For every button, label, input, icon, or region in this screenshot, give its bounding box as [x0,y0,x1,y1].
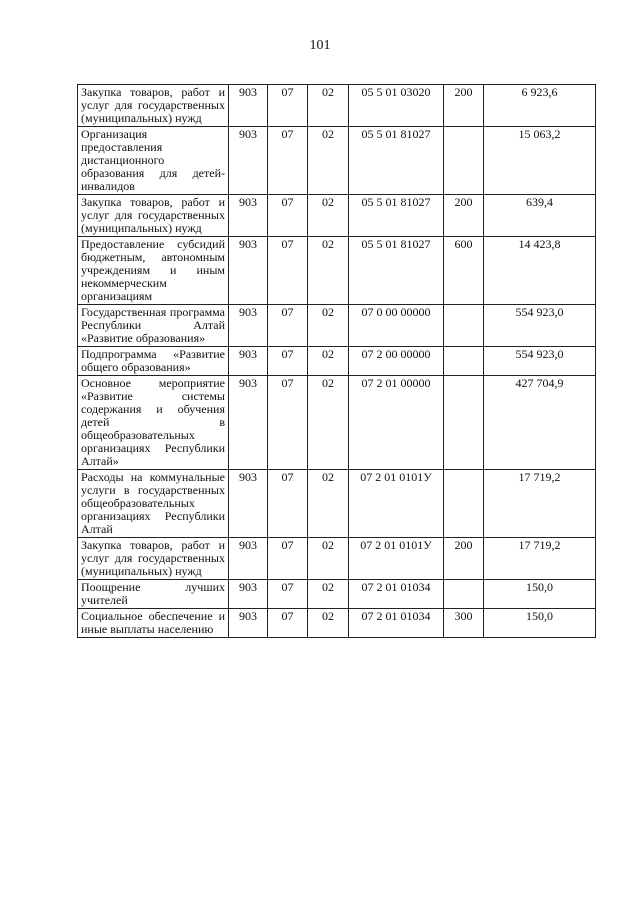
amount-cell: 17 719,2 [484,538,596,580]
subsection-code-cell: 02 [308,376,349,470]
target-article-cell: 07 2 00 00000 [349,347,444,376]
amount-cell: 6 923,6 [484,85,596,127]
table-row [78,609,596,638]
table-row [78,127,596,195]
item-name-cell: Расходы на коммунальные услуги в государственных общеобразовательных организациях Республики Алтай [78,470,229,538]
target-article-cell: 07 2 01 0101У [349,538,444,580]
expense-type-cell [444,305,484,347]
item-name-cell: Организация предоставления дистанционного образования для детей-инвалидов [78,127,229,195]
target-article-cell: 05 5 01 81027 [349,195,444,237]
admin-code-cell: 903 [229,376,268,470]
section-code-cell: 07 [268,85,308,127]
item-name-cell: Закупка товаров, работ и услуг для государственных (муниципальных) нужд [78,195,229,237]
table-row [78,195,596,237]
expense-type-cell: 200 [444,85,484,127]
expense-type-cell [444,470,484,538]
admin-code-cell: 903 [229,580,268,609]
expense-type-cell: 200 [444,195,484,237]
budget-table [77,84,596,638]
subsection-code-cell: 02 [308,237,349,305]
target-article-cell: 07 2 01 01034 [349,609,444,638]
admin-code-cell: 903 [229,609,268,638]
subsection-code-cell: 02 [308,305,349,347]
section-code-cell: 07 [268,305,308,347]
admin-code-cell: 903 [229,470,268,538]
table-row [78,347,596,376]
item-name-cell: Государственная программа Республики Алтай «Развитие образования» [78,305,229,347]
admin-code-cell: 903 [229,305,268,347]
target-article-cell: 07 2 01 0101У [349,470,444,538]
table-body [78,85,596,638]
target-article-cell: 07 2 01 01034 [349,580,444,609]
amount-cell: 15 063,2 [484,127,596,195]
admin-code-cell: 903 [229,85,268,127]
item-name-cell: Закупка товаров, работ и услуг для государственных (муниципальных) нужд [78,538,229,580]
item-name-cell: Основное мероприятие «Развитие системы содержания и обучения детей в общеобразовательных организациях Республики Алтай» [78,376,229,470]
subsection-code-cell: 02 [308,347,349,376]
subsection-code-cell: 02 [308,580,349,609]
subsection-code-cell: 02 [308,85,349,127]
amount-cell: 17 719,2 [484,470,596,538]
section-code-cell: 07 [268,538,308,580]
admin-code-cell: 903 [229,195,268,237]
section-code-cell: 07 [268,347,308,376]
target-article-cell: 05 5 01 81027 [349,237,444,305]
table-row [78,305,596,347]
amount-cell: 427 704,9 [484,376,596,470]
amount-cell: 150,0 [484,580,596,609]
table-row [78,538,596,580]
target-article-cell: 07 2 01 00000 [349,376,444,470]
amount-cell: 554 923,0 [484,305,596,347]
expense-type-cell: 600 [444,237,484,305]
table-row [78,376,596,470]
subsection-code-cell: 02 [308,609,349,638]
expense-type-cell [444,580,484,609]
section-code-cell: 07 [268,376,308,470]
table-row [78,580,596,609]
subsection-code-cell: 02 [308,195,349,237]
expense-type-cell: 300 [444,609,484,638]
item-name-cell: Предоставление субсидий бюджетным, автономным учреждениям и иным некоммерческим организациям [78,237,229,305]
amount-cell: 639,4 [484,195,596,237]
section-code-cell: 07 [268,237,308,305]
expense-type-cell [444,127,484,195]
item-name-cell: Социальное обеспечение и иные выплаты населению [78,609,229,638]
target-article-cell: 05 5 01 81027 [349,127,444,195]
section-code-cell: 07 [268,609,308,638]
admin-code-cell: 903 [229,127,268,195]
amount-cell: 554 923,0 [484,347,596,376]
expense-type-cell [444,376,484,470]
admin-code-cell: 903 [229,237,268,305]
section-code-cell: 07 [268,127,308,195]
item-name-cell: Поощрение лучших учителей [78,580,229,609]
target-article-cell: 07 0 00 00000 [349,305,444,347]
admin-code-cell: 903 [229,347,268,376]
expense-type-cell [444,347,484,376]
expense-type-cell: 200 [444,538,484,580]
subsection-code-cell: 02 [308,127,349,195]
amount-cell: 150,0 [484,609,596,638]
item-name-cell: Закупка товаров, работ и услуг для государственных (муниципальных) нужд [78,85,229,127]
subsection-code-cell: 02 [308,470,349,538]
amount-cell: 14 423,8 [484,237,596,305]
item-name-cell: Подпрограмма «Развитие общего образования» [78,347,229,376]
page-number: 101 [309,38,331,53]
table-row [78,85,596,127]
target-article-cell: 05 5 01 03020 [349,85,444,127]
subsection-code-cell: 02 [308,538,349,580]
admin-code-cell: 903 [229,538,268,580]
section-code-cell: 07 [268,470,308,538]
table-row [78,237,596,305]
section-code-cell: 07 [268,580,308,609]
section-code-cell: 07 [268,195,308,237]
table-row [78,470,596,538]
